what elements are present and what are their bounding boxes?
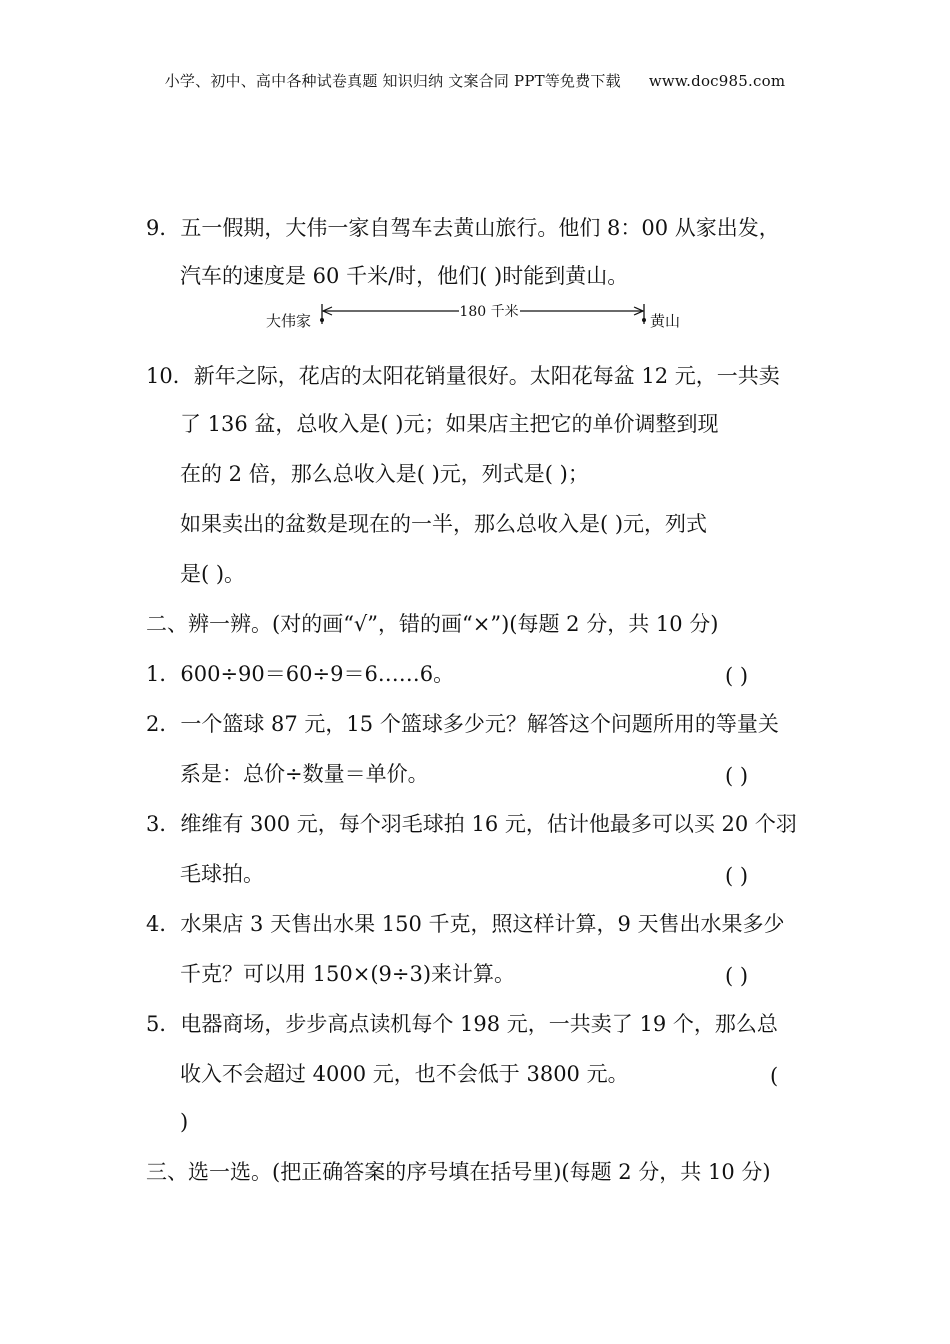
s2-item-4-line-2: 千克？可以用 150×(9÷3)来计算。 (180, 962, 516, 986)
s2-item-1-answer-paren: ( ) (725, 664, 749, 688)
q10-line-3: 在的 2 倍，那么总收入是( )元，列式是( )； (180, 462, 589, 486)
q10-line-1: 10．新年之际，花店的太阳花销量很好。太阳花每盆 12 元，一共卖 (146, 364, 780, 388)
s2-item-5-line-1: 5．电器商场，步步高点读机每个 198 元，一共卖了 19 个，那么总 (146, 1012, 778, 1036)
q9-line-2: 汽车的速度是 60 千米/时，他们( )时能到黄山。 (180, 264, 629, 288)
s2-item-2-line-2: 系是：总价÷数量＝单价。 (180, 762, 429, 786)
s2-item-5-paren-open: ( (770, 1064, 779, 1088)
diagram-distance-label: 180 千米 (459, 304, 519, 320)
q9-line-1: 9．五一假期，大伟一家自驾车去黄山旅行。他们 8：00 从家出发， (146, 216, 780, 240)
distance-diagram (262, 298, 692, 330)
q10-line-5: 是( )。 (180, 562, 246, 586)
page-header (0, 70, 950, 91)
s2-item-4-answer-paren: ( ) (725, 964, 749, 988)
s2-item-2-line-1: 2．一个篮球 87 元，15 个篮球多少元？解答这个问题所用的等量关 (146, 712, 779, 736)
q10-line-4: 如果卖出的盆数是现在的一半，那么总收入是( )元，列式 (180, 512, 708, 536)
s2-item-2-answer-paren: ( ) (725, 764, 749, 788)
section2-title: 二、辨一辨。(对的画“√”，错的画“×”)(每题 2 分，共 10 分) (146, 612, 719, 636)
s2-item-3-line-1: 3．维维有 300 元，每个羽毛球拍 16 元，估计他最多可以买 20 个羽 (146, 812, 797, 836)
distance-arrow (262, 298, 692, 330)
diagram-start-label: 大伟家 (266, 312, 312, 330)
q10-line-2: 了 136 盆，总收入是( )元；如果店主把它的单价调整到现 (180, 412, 719, 436)
s2-item-3-line-2: 毛球拍。 (180, 862, 264, 886)
section3-title: 三、选一选。(把正确答案的序号填在括号里)(每题 2 分，共 10 分) (146, 1160, 771, 1184)
header-left-text: 小学、初中、高中各种试卷真题 知识归纳 文案合同 PPT等免费下载 (164, 72, 621, 90)
s2-item-5-paren-close: ) (180, 1110, 189, 1134)
s2-item-5-line-2: 收入不会超过 4000 元，也不会低于 3800 元。 (180, 1062, 629, 1086)
s2-item-3-answer-paren: ( ) (725, 864, 749, 888)
header-url: www.doc985.com (648, 72, 786, 90)
s2-item-4-line-1: 4．水果店 3 天售出水果 150 千克，照这样计算，9 天售出水果多少 (146, 912, 785, 936)
s2-item-1-line-1: 1．600÷90＝60÷9＝6……6。 (146, 662, 455, 686)
diagram-end-label: 黄山 (650, 312, 681, 330)
